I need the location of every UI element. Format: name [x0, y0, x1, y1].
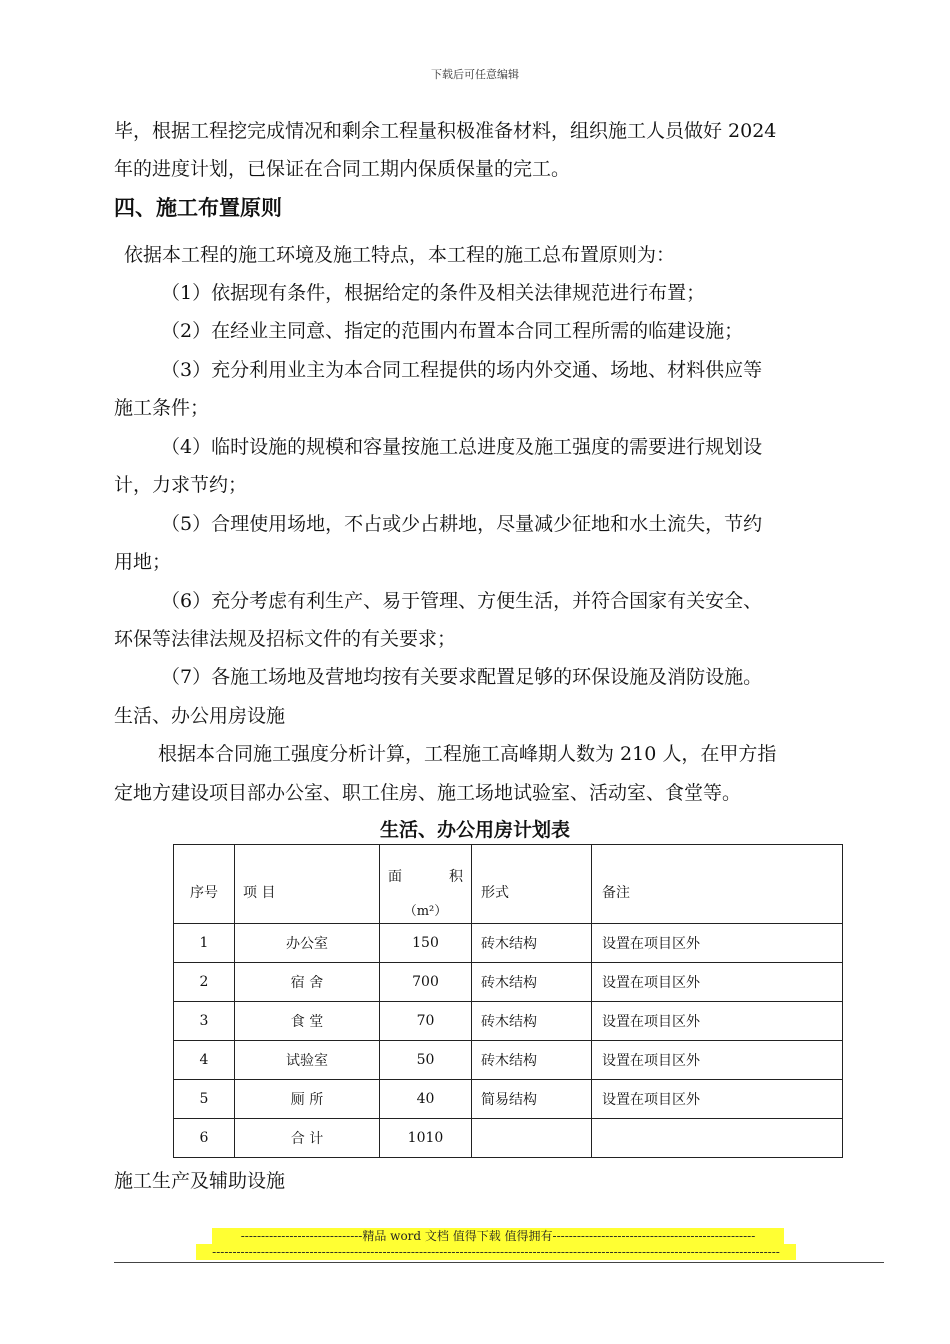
paragraph-line: 定地方建设项目部办公室、职工住房、施工场地试验室、活动室、食堂等。 [114, 782, 742, 804]
cell-form: 砖木结构 [472, 924, 592, 963]
header-cell-area [380, 845, 472, 924]
cell-remark: 设置在项目区外 [592, 1002, 843, 1041]
cell-no: 1 [174, 924, 235, 963]
cell-remark: 设置在项目区外 [592, 963, 843, 1002]
cell-remark: 设置在项目区外 [592, 1041, 843, 1080]
paragraph-line: 根据本合同施工强度分析计算，工程施工高峰期人数为 210 人，在甲方指 [158, 743, 777, 765]
list-item-continuation: 用地； [114, 551, 172, 573]
header-cell-remark: 备注 [592, 845, 843, 924]
header-area-char: 面 [388, 868, 402, 885]
cell-item: 厕 所 [235, 1080, 380, 1119]
table-row [174, 963, 843, 1002]
list-item: （1）依据现有条件，根据给定的条件及相关法律规范进行布置； [161, 282, 706, 304]
table-row [174, 924, 843, 963]
cell-form: 砖木结构 [472, 1002, 592, 1041]
cell-no: 4 [174, 1041, 235, 1080]
footer-rule [114, 1262, 884, 1263]
header-cell-form: 形式 [472, 845, 592, 924]
cell-item: 宿 舍 [235, 963, 380, 1002]
cell-area: 50 [380, 1041, 472, 1080]
table-total-row [174, 1119, 843, 1158]
header-cell-no: 序号 [174, 845, 235, 924]
cell-form: 砖木结构 [472, 1041, 592, 1080]
list-item-continuation: 计，力求节约； [114, 474, 248, 496]
cell-area: 150 [380, 924, 472, 963]
cell-form: 简易结构 [472, 1080, 592, 1119]
page-header-note: 下载后可任意编辑 [431, 68, 519, 81]
cell-item: 试验室 [235, 1041, 380, 1080]
housing-plan-table [173, 844, 843, 1158]
list-item-continuation: 环保等法律法规及招标文件的有关要求； [114, 628, 457, 650]
cell-item: 食 堂 [235, 1002, 380, 1041]
sub-heading: 施工生产及辅助设施 [114, 1170, 286, 1192]
table-caption: 生活、办公用房计划表 [379, 819, 570, 841]
paragraph-line: 毕，根据工程挖完成情况和剩余工程量积极准备材料，组织施工人员做好 2024 [114, 120, 777, 142]
table-row [174, 1002, 843, 1041]
cell-no: 6 [174, 1119, 235, 1158]
list-item: （3）充分利用业主为本合同工程提供的场内外交通、场地、材料供应等 [161, 359, 763, 381]
cell-form: 砖木结构 [472, 963, 592, 1002]
table-row [174, 1041, 843, 1080]
cell-remark: 设置在项目区外 [592, 1080, 843, 1119]
list-item: （7）各施工场地及营地均按有关要求配置足够的环保设施及消防设施。 [161, 666, 763, 688]
sub-heading: 生活、办公用房设施 [114, 705, 286, 727]
list-item: （5）合理使用场地，不占或少占耕地，尽量减少征地和水土流失，节约 [161, 513, 763, 535]
cell-no: 5 [174, 1080, 235, 1119]
list-item: （6）充分考虑有利生产、易于管理、方便生活，并符合国家有关安全、 [161, 590, 763, 612]
footer-promo-band: ------------------------------精品 word 文档 值得下载 值得拥有-------------------------------------------------- [212, 1228, 784, 1244]
header-cell-item: 项 目 [235, 845, 380, 924]
cell-area: 1010 [380, 1119, 472, 1158]
list-item: （4）临时设施的规模和容量按施工总进度及施工强度的需要进行规划设 [161, 436, 763, 458]
cell-no: 3 [174, 1002, 235, 1041]
section-heading: 四、施工布置原则 [114, 195, 282, 220]
cell-no: 2 [174, 963, 235, 1002]
paragraph-line: 年的进度计划，已保证在合同工期内保质保量的完工。 [114, 158, 571, 180]
table-row [174, 1080, 843, 1119]
list-item: （2）在经业主同意、指定的范围内布置本合同工程所需的临建设施； [161, 320, 744, 342]
cell-item: 合 计 [235, 1119, 380, 1158]
cell-item: 办公室 [235, 924, 380, 963]
list-item-continuation: 施工条件； [114, 397, 210, 419]
cell-area: 70 [380, 1002, 472, 1041]
cell-remark [592, 1119, 843, 1158]
paragraph-intro: 依据本工程的施工环境及施工特点，本工程的施工总布置原则为： [124, 244, 676, 266]
cell-area: 40 [380, 1080, 472, 1119]
cell-remark: 设置在项目区外 [592, 924, 843, 963]
header-area-char: 积 [449, 868, 463, 885]
header-area-unit: （m²） [403, 903, 448, 919]
table-header-row [174, 845, 843, 924]
cell-area: 700 [380, 963, 472, 1002]
footer-dash-band: -------------------------------------------------------------------------------------------------------------------------------------------- [196, 1244, 796, 1260]
cell-form [472, 1119, 592, 1158]
